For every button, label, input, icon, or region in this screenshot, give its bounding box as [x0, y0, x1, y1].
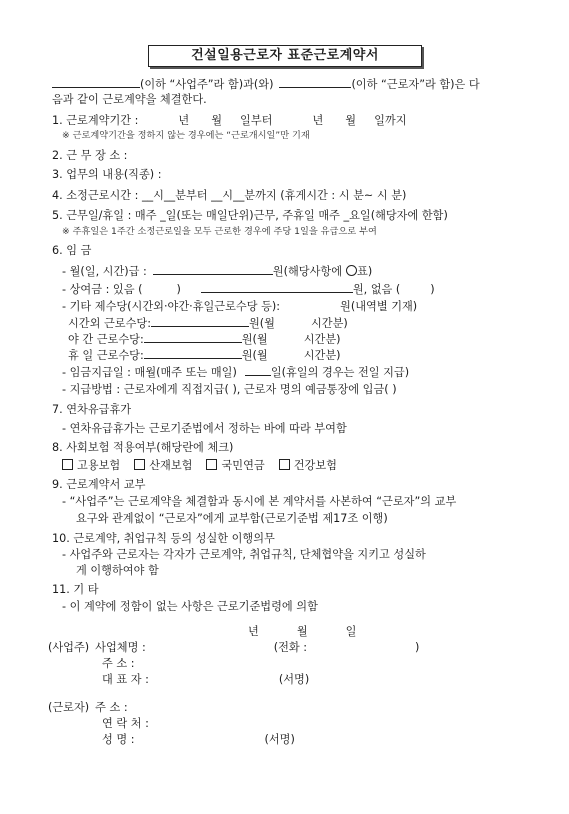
employer-rep-row: 대 표 자 : (서명): [102, 673, 310, 686]
item-other: 11. 기 타: [52, 583, 99, 596]
item-work-hours: 4. 소정근로시간 : __시__분부터 __시__분까지 (휴게시간 : 시 분~ 시 분): [52, 189, 407, 202]
item-contract-delivery: 9. 근로계약서 교부: [52, 478, 146, 491]
employer-address-row: 주 소 :: [102, 657, 135, 670]
bonus-amount-blank[interactable]: [201, 281, 353, 293]
worker-sign[interactable]: (서명): [264, 733, 295, 746]
allowance-line: - 기타 제수당(시간외·야간·휴일근로수당 등): 원(내역별 기재): [62, 300, 418, 313]
date-line: 년 월 일: [248, 625, 357, 638]
contract-delivery-sub-2: 요구와 관계없이 “근로자”에게 교부함(근로기준법 제17조 이행): [76, 512, 388, 525]
insurance-checkbox-pension[interactable]: 국민연금: [206, 459, 264, 472]
bonus-line: - 상여금 : 있음 ( ) 원, 없음 ( ): [62, 283, 435, 296]
payday-line: - 임금지급일 : 매월(매주 또는 매일) 일(휴일의 경우는 전일 지급): [62, 366, 410, 379]
wage-amount-blank[interactable]: [153, 263, 273, 275]
checkbox-icon[interactable]: [279, 459, 290, 470]
worker-blank[interactable]: [279, 76, 351, 88]
overtime-allowance-line: 시간외 근로수당: 원(월 시간분): [68, 317, 348, 330]
item-faithful-duty: 10. 근로계약, 취업규칙 등의 성실한 이행의무: [52, 532, 275, 545]
checkbox-icon[interactable]: [62, 459, 73, 470]
insurance-checkbox-accident[interactable]: 산재보험: [134, 459, 192, 472]
worker-name-row: 성 명 : (서명): [102, 733, 295, 746]
insurance-checkbox-health[interactable]: 건강보험: [279, 459, 337, 472]
item-annual-leave: 7. 연차유급휴가: [52, 403, 132, 416]
holiday-allowance-line: 휴 일 근로수당: 원(월 시간분): [68, 349, 341, 362]
night-blank[interactable]: [144, 331, 242, 343]
item-contract-period: 1. 근로계약기간 : 년 월 일부터 년 월 일까지: [52, 114, 407, 127]
intro-line-1: (이하 “사업주”라 함)과(와) (이하 “근로자”라 함)은 다: [52, 76, 480, 92]
contract-delivery-sub-1: - “사업주”는 근로계약을 체결함과 동시에 본 계약서를 사본하여 “근로자”의 교부: [62, 495, 457, 508]
worker-address-row: (근로자) 주 소 :: [48, 701, 128, 714]
pay-method-line: - 지급방법 : 근로자에게 직접지급( ), 근로자 명의 예금통장에 입금( ): [62, 383, 397, 396]
insurance-options: [62, 458, 337, 473]
insurance-checkbox-employment[interactable]: 고용보험: [62, 459, 120, 472]
document-title: 건설일용근로자 표준근로계약서: [148, 45, 422, 67]
faithful-duty-sub-1: - 사업주와 근로자는 각자가 근로계약, 취업규칙, 단체협약을 지키고 성실하: [62, 548, 426, 561]
item-workplace: 2. 근 무 장 소 :: [52, 149, 128, 162]
item-job-content: 3. 업무의 내용(직종) :: [52, 168, 162, 181]
holiday-blank[interactable]: [144, 347, 242, 359]
worker-contact-row: 연 락 처 :: [102, 717, 149, 730]
checkbox-icon[interactable]: [206, 459, 217, 470]
payday-blank[interactable]: [245, 364, 271, 376]
employer-sign[interactable]: (서명): [278, 673, 310, 686]
item-wage: 6. 임 금: [52, 244, 92, 257]
circle-mark-icon: [346, 265, 357, 276]
workdays-note: ※ 주휴일은 1주간 소정근로일을 모두 근로한 경우에 주당 1일을 유급으로 부여: [62, 226, 377, 237]
wage-base-line: - 월(일, 시간)급 : 원(해당사항에 표): [62, 265, 373, 278]
checkbox-icon[interactable]: [134, 459, 145, 470]
contract-period-note: ※ 근로계약기간을 정하지 않는 경우에는 “근로개시일”만 기재: [62, 130, 310, 141]
annual-leave-sub: - 연차유급휴가는 근로기준법에서 정하는 바에 따라 부여함: [62, 422, 347, 435]
item-social-insurance: 8. 사회보험 적용여부(해당란에 체크): [52, 441, 234, 454]
employer-blank[interactable]: [52, 76, 140, 88]
faithful-duty-sub-2: 게 이행하여야 함: [76, 564, 159, 577]
other-sub: - 이 계약에 정함이 없는 사항은 근로기준법령에 의함: [62, 600, 318, 613]
overtime-blank[interactable]: [151, 315, 249, 327]
intro-line-2: 음과 같이 근로계약을 체결한다.: [52, 93, 207, 106]
item-workdays: 5. 근무일/휴일 : 매주 _일(또는 매일단위)근무, 주휴일 매주 _요일(해당자에 한함): [52, 209, 448, 222]
employer-name-row: (사업주) 사업체명 : (전화 : ): [48, 641, 420, 654]
night-allowance-line: 야 간 근로수당: 원(월 시간분): [68, 333, 341, 346]
